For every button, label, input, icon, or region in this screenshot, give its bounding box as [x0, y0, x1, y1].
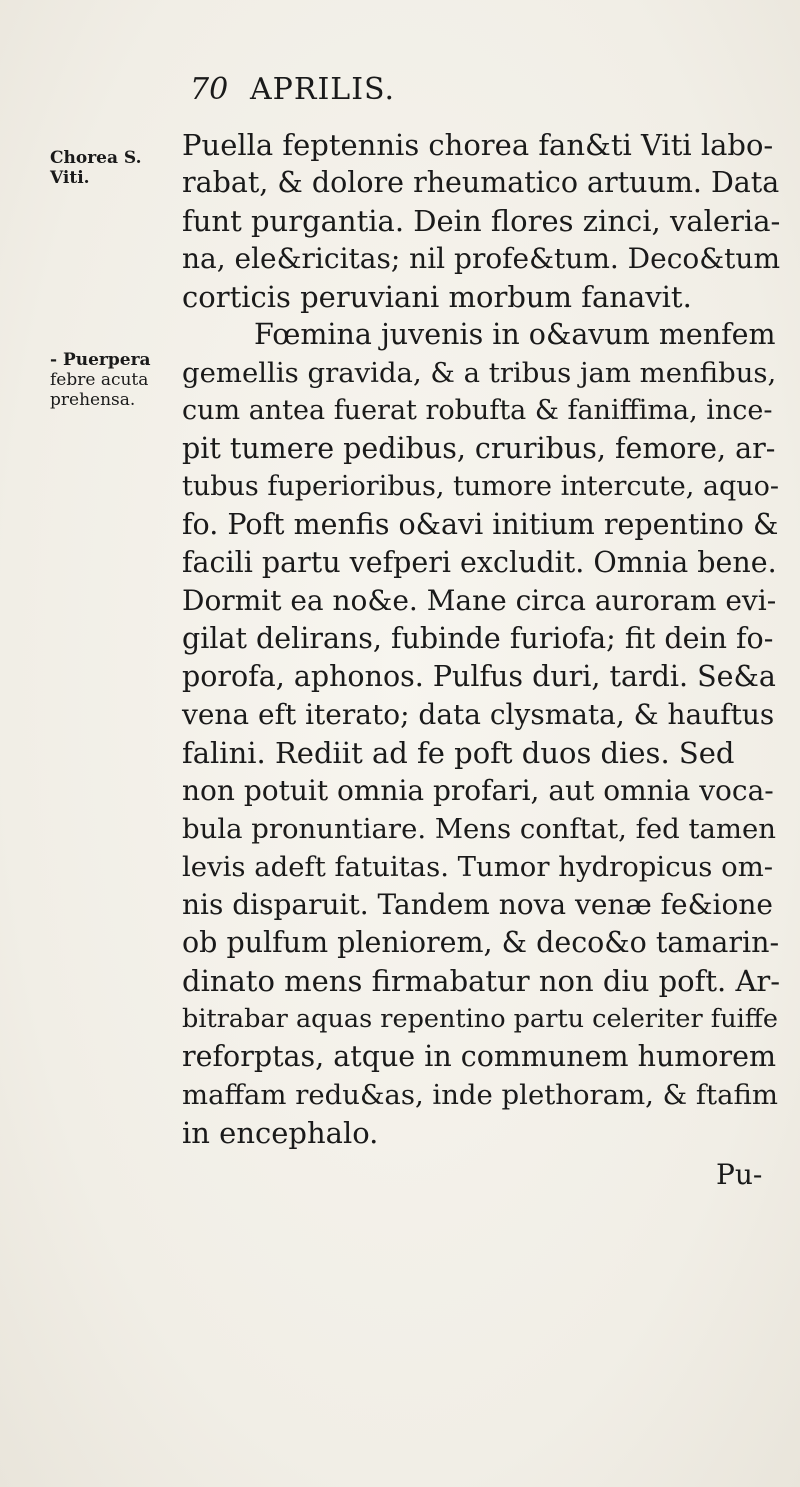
- text-line: fo. Poft menfis o&avi initium repentino &: [182, 508, 779, 541]
- text-line: porofa, aphonos. Pulfus duri, tardi. Se&a: [182, 660, 776, 693]
- text-line: na, ele&ricitas; nil profe&tum. Deco&tum: [182, 242, 780, 275]
- margin-note-chorea: [50, 148, 142, 188]
- catchword: Pu-: [716, 1158, 763, 1191]
- margin-note-line: - Puerpera: [50, 350, 151, 370]
- page-header: [190, 72, 610, 112]
- text-line: rabat, & dolore rheumatico artuum. Data: [182, 166, 780, 199]
- body-text: [182, 126, 782, 1152]
- text-line: bitrabar aquas repentino partu celeriter fuiffe: [182, 1004, 779, 1034]
- text-line: non potuit omnia profari, aut omnia voca-: [182, 774, 774, 807]
- text-line: gemellis gravida, & a tribus jam menfibus,: [182, 357, 777, 389]
- text-line: funt purgantia. Dein flores zinci, valeria-: [182, 204, 781, 238]
- text-line: gilat delirans, fubinde furiofa; fit dein fo-: [182, 622, 774, 655]
- running-head: APRILIS.: [250, 72, 396, 107]
- margin-note-line: Viti.: [50, 168, 90, 188]
- text-line: cum antea fuerat robufta & faniffima, ince-: [182, 395, 773, 426]
- text-line: maffam redu&as, inde plethoram, & ftafim: [182, 1079, 778, 1111]
- text-line: corticis peruviani morbum fanavit.: [182, 280, 692, 314]
- margin-note-puerpera: [50, 350, 151, 410]
- text-line: reforptas, atque in communem humorem: [182, 1040, 776, 1073]
- margin-note-line: febre acuta: [50, 370, 149, 390]
- text-line: falini. Rediit ad fe poft duos dies. Sed: [182, 736, 735, 770]
- margin-note-line: Chorea S.: [50, 148, 142, 168]
- text-line: in encephalo.: [182, 1116, 379, 1150]
- text-line: dinato mens firmabatur non diu poft. Ar-: [182, 964, 781, 998]
- text-line: Puella feptennis chorea fan&ti Viti labo-: [182, 128, 774, 162]
- text-line: Fœmina juvenis in o&avum menfem: [254, 318, 776, 351]
- text-line: levis adeft fatuitas. Tumor hydropicus om-: [182, 851, 774, 883]
- text-line: ob pulfum pleniorem, & deco&o tamarin-: [182, 926, 780, 959]
- text-line: nis disparuit. Tandem nova venæ fe&ione: [182, 888, 773, 921]
- text-line: bula pronuntiare. Mens conftat, fed tamen: [182, 813, 776, 845]
- page-number: 70: [190, 72, 229, 107]
- text-line: tubus fuperioribus, tumore intercute, aquo-: [182, 471, 780, 502]
- margin-note-line: prehensa.: [50, 390, 136, 410]
- text-line: vena eft iterato; data clysmata, & hauftus: [182, 698, 775, 731]
- text-line: facili partu vefperi excludit. Omnia bene.: [182, 546, 777, 579]
- text-line: pit tumere pedibus, cruribus, femore, ar-: [182, 432, 776, 465]
- text-line: Dormit ea no&e. Mane circa auroram evi-: [182, 584, 777, 617]
